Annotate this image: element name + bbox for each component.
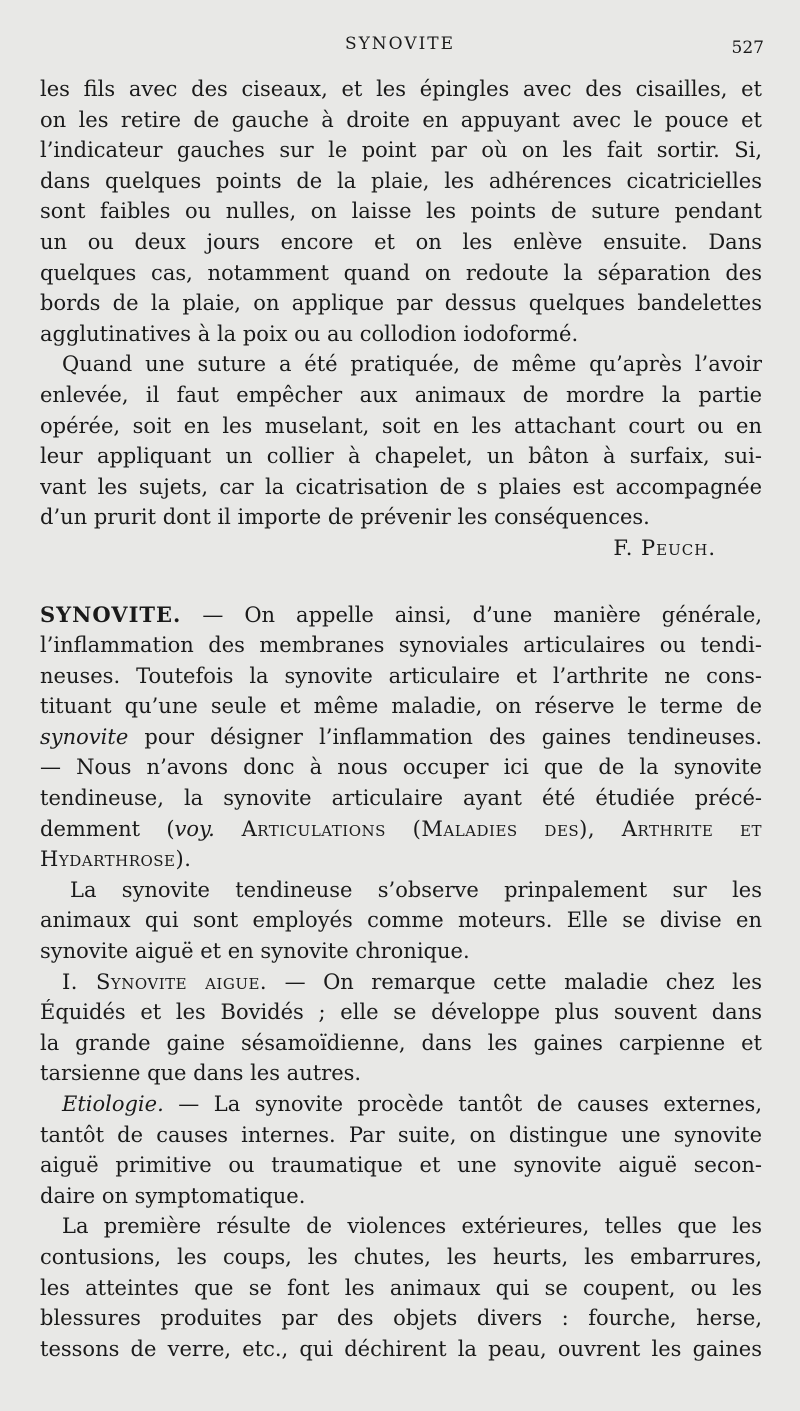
cross-reference: Articulations (Maladies des), Arthrite et	[214, 816, 762, 841]
text-line: dans quelques points de la plaie, les adhérences cicatricielles	[40, 168, 762, 193]
subsection-label: Etiologie.	[62, 1092, 164, 1116]
text-fragment: demment (	[40, 816, 175, 841]
text-line: animaux qui sont employés comme moteurs. Elle se divise en	[40, 908, 762, 933]
text-line: — Nous n’avons donc à nous occuper ici que de la synovite	[40, 755, 762, 780]
text-line: contusions, les coups, les chutes, les heurts, les embarrures,	[40, 1244, 762, 1269]
text-line: d’un prurit dont il importe de prévenir les conséquences.	[40, 505, 650, 530]
text-line: leur appliquant un collier à chapelet, un bâton à surfaix, sui-	[40, 444, 762, 469]
text-line	[40, 722, 762, 753]
text-line: Équidés et les Bovidés ; elle se développe plus souvent dans	[40, 1000, 762, 1025]
text-line: vant les sujets, car la cicatrisation de s plaies est accompagnée	[40, 474, 762, 499]
page-header	[0, 34, 800, 58]
text-line: Quand une suture a été pratiquée, de même qu’après l’avoir	[62, 352, 762, 377]
text-line: synovite aiguë et en synovite chronique.	[40, 939, 470, 964]
text-line: enlevée, il faut empêcher aux animaux de mordre la partie	[40, 382, 762, 407]
text-line: La première résulte de violences extérieures, telles que les	[62, 1214, 762, 1239]
text-line: la grande gaine sésamoïdienne, dans les gaines carpienne et	[40, 1030, 762, 1055]
subsection-first-line	[40, 1089, 762, 1120]
text-fragment: — On appelle ainsi, d’une manière générale,	[181, 602, 762, 627]
body-text	[40, 74, 762, 1364]
cross-reference-line: Hydarthrose).	[40, 847, 192, 872]
text-line: l’indicateur gauches sur le point par où on les fait sortir. Si,	[40, 138, 762, 163]
section-label: I. Synovite aigue.	[62, 969, 268, 994]
text-line: aiguë primitive ou traumatique et une synovite aiguë secon-	[40, 1153, 762, 1178]
text-line: bords de la plaie, on applique par dessus quelques bandelettes	[40, 291, 762, 316]
italic-term: voy.	[174, 816, 215, 841]
text-line: les fils avec des ciseaux, et les épingles avec des cisailles, et	[40, 77, 762, 101]
page-number: 527	[731, 38, 764, 58]
text-line: blessures produites par des objets divers : fourche, herse,	[40, 1306, 762, 1331]
text-fragment: — On remarque cette maladie chez les	[267, 969, 762, 994]
text-line: un ou deux jours encore et on les enlève ensuite. Dans	[40, 229, 762, 254]
text-line: agglutinatives à la poix ou au collodion iodoformé.	[40, 321, 579, 346]
text-line: tarsienne que dans les autres.	[40, 1061, 362, 1086]
text-fragment: pour désigner l’inflammation des gaines tendineuses.	[128, 724, 762, 749]
entry-heading: SYNOVITE.	[40, 601, 182, 627]
text-line: quelques cas, notamment quand on redoute la séparation des	[40, 260, 762, 285]
text-fragment: — La synovite procède tantôt de causes externes,	[163, 1092, 762, 1116]
text-line: on les retire de gauche à droite en appuyant avec le pouce et	[40, 107, 762, 132]
text-line: l’inflammation des membranes synoviales articulaires ou tendi-	[40, 633, 762, 658]
text-line: tituant qu’une seule et même maladie, on réserve le terme de	[40, 694, 762, 719]
text-line: daire on symptomatique.	[40, 1183, 306, 1208]
section-first-line	[40, 967, 762, 998]
author-signature: F. Peuch.	[613, 535, 716, 560]
running-head: SYNOVITE	[344, 34, 456, 54]
section-gap	[40, 564, 762, 600]
text-line: opérée, soit en les muselant, soit en les attachant court ou en	[40, 413, 762, 438]
text-line: tantôt de causes internes. Par suite, on distingue une synovite	[40, 1122, 762, 1147]
text-line	[40, 814, 762, 845]
text-line: tendineuse, la synovite articulaire ayant été étudiée précé-	[40, 786, 762, 811]
text-line: neuses. Toutefois la synovite articulaire et l’arthrite ne cons-	[40, 663, 762, 688]
text-line: La synovite tendineuse s’observe prinpalement sur les	[70, 877, 762, 902]
text-line: sont faibles ou nulles, on laisse les points de suture pendant	[40, 199, 762, 224]
text-line: les atteintes que se font les animaux qui se coupent, ou les	[40, 1275, 762, 1300]
italic-term: synovite	[40, 724, 129, 749]
text-line: tessons de verre, etc., qui déchirent la peau, ouvrent les gaines	[40, 1336, 762, 1361]
entry-first-line	[40, 600, 762, 631]
